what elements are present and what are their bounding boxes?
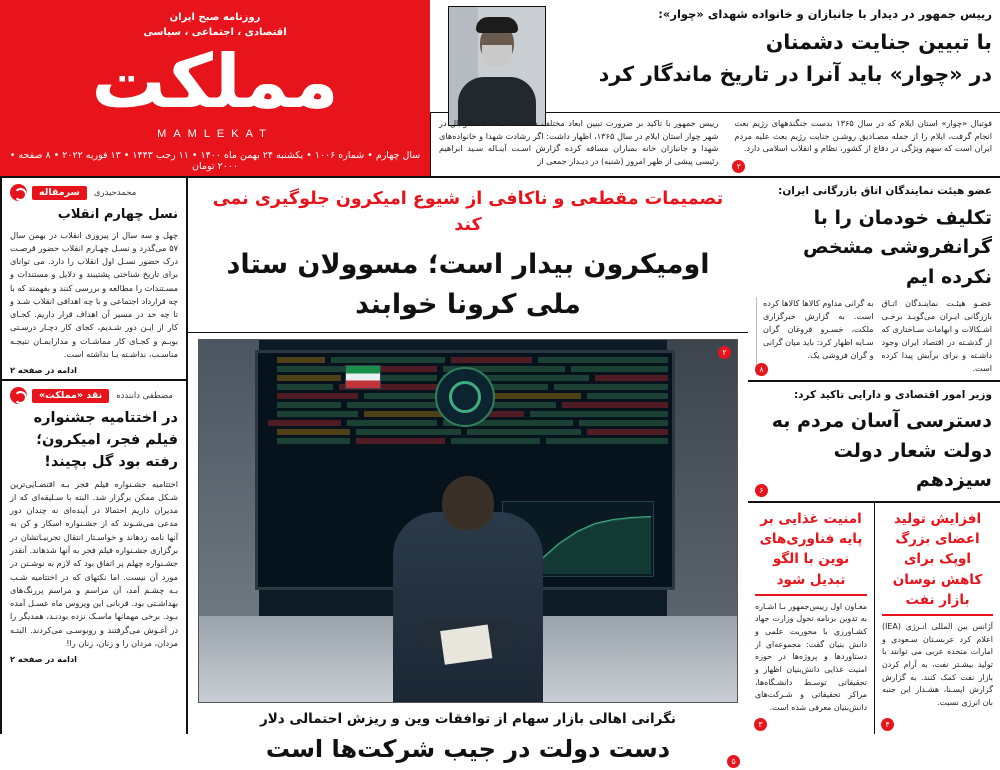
food-security-story [748, 503, 874, 734]
lead-story [430, 0, 1000, 176]
divider [882, 614, 993, 616]
divider [755, 594, 867, 596]
chamber-body [756, 297, 992, 375]
president-portrait-photo [448, 6, 546, 126]
brand-mark-icon [10, 387, 27, 404]
minister-page-badge: ۶ [755, 484, 768, 497]
editorial-continued-link[interactable]: ادامه در صفحه ۲ [10, 365, 178, 375]
lead-story-top [430, 0, 1000, 112]
center-secondary-story [188, 703, 748, 770]
lead-kicker: رییس جمهور در دیدار با جانبازان و خانواده شهدای «چوار»: [546, 6, 992, 23]
editorial-block [2, 178, 186, 379]
tagline-line-1: روزنامه صبح ایران [143, 10, 286, 25]
visitor-silhouette [393, 512, 543, 702]
editorial-body: چهل و سه سال از پیروزی انقلاب در بهمن سال ۵۷ می‌گذرد و نسـل چهـارم انقلاب حضور قرصـت درک حضور نسـل اول انقلاب را دارد. می توانای برای تاریخ شناختی پشتیبند و دلایل و مستندات و مسـتندات را مطالعه و بررسی کنند و بفهمند که با چه قرارداد اجتماعی و با چه اهدافی انقلاب شـد و تا چه حد در مسیر آن اهداف قرار داریم. کجـای کار از ایـن دور شـدیم، کجای کار دچـار درسـتی بوبـم و کجـای کار مماشـات و مدارابمـان نتیجـه مناسـب، نداشـته یـا نداشته است. [10, 229, 178, 362]
content-grid [0, 178, 1000, 734]
masthead-tagline [14, 10, 416, 40]
center-secondary-page-badge: ۵ [727, 755, 740, 768]
issue-dateline: سال چهارم • شماره ۱۰۰۶ • یکشنبه ۲۴ بهمن ماه ۱۴۰۰ • ۱۱ رجب ۱۴۴۳ • ۱۳ فوریه ۲۰۲۲ • ۸ صفحه • ۲۰۰۰ تومان [0, 150, 430, 172]
tagline-line-2: اقتصادی ، اجتماعی ، سیاسی [143, 25, 286, 40]
lead-page-badge: ۲ [732, 160, 745, 173]
critique-tag-row [10, 387, 178, 404]
lead-body-column-right [430, 113, 726, 176]
minister-story [748, 380, 1000, 501]
lead-body-text-right: رییس جمهور با تاکید بر ضرورت تبیین ابعاد مختلف خانه حمله مسـافه فوتبال در شهر چوار استان ایلام در سال ۱۳۶۵، اظهار داشت: اگر رشادت شهدا و خانواده‌های شهدا و جانبازان خانه بمباران مسافه کرده گزارش اسـت آینـاله سـید ابراهیم رئیسی پیشی از ظهر امروز (شنبه) در دیـدار جمعی از [439, 118, 718, 166]
lead-headline-block [546, 6, 992, 112]
critique-body: اختتامیه جشـنواره فیلم فجر بـه اقتضـایی‌ترین شـکل ممکن برگزار شد. البته با سـلیقه‌ای که از مدیران داریم احتمالا در آینده‌ای نه چندان دور مدعی می‌شـوند که از جشـنواره اسکار و کن به آنها نامه زدهاند و خواسـتار انتقال تجربیـاتشان در برگزاری جشـنواره فیلم فجر به آنها شدهاند. آنقدر جشـنواره چهلم پر اتفاق بود که لازم به نوشـتن در مورد آن نیست. اما نکتهای که در اختتامیه شـب بـه چشـم آمد، آن مراسم و مراسم پررنگ‌های بهداشـتی بود. قربانی این ویروس ماه عسـل آمده بـود. برخی مهمانها ماسـک نزده بودنـد، همدیگر را در آغـوش می‌گرفتند و روبوسـی می‌کردند. البتـه مردان، مردان را و زنان، زنان را! [10, 478, 178, 651]
logo-latin-name: MAMLEKAT [157, 128, 273, 140]
brand-mark-icon [10, 184, 27, 201]
lead-story-body [430, 112, 1000, 176]
bottom-two-stories [748, 501, 1000, 734]
lead-headline-line-2: در «چوار» باید آنرا در تاریخ ماندگار کرد [546, 59, 992, 91]
editorial-tag-row [10, 184, 178, 201]
opec-story [874, 503, 1000, 734]
iran-flag-icon [345, 365, 381, 389]
center-kicker: تصمیمات مقطعی و ناکافی از شیوع امیکرون جلوگیری نمی کند [198, 186, 738, 239]
logo-wordmark: مملکت [92, 42, 339, 122]
editorial-title: نسل چهارم انقلاب [10, 205, 178, 225]
left-column [748, 178, 1000, 734]
chamber-body-col-a: به گرانی مداوم کالاها کالاها کرده است. به گزارش خبرگزاری ملکت، خسـرو فروغان گران سـایه اظهار کرد: باید میان گرانی و گران فروشی یک. [756, 297, 874, 375]
chamber-page-badge: ۸ [755, 363, 768, 376]
opec-body: آژانس بین المللی انـرژی (IEA) اعلام کرد عربسـتان سـعودی و امارات متحده عربی می توانند با تولید بیشـتر نفت، به آرام کردن بازار نفت کمک کنند. به گزارش گزارش ایسـنا، هشـدار این جنبه بان انرژی نسبت. [882, 621, 993, 709]
editorial-author: محمدحیدری [92, 188, 136, 198]
chamber-kicker: عضو هیئت نمایندگان اتاق بازرگانی ایران: [756, 184, 992, 200]
critique-title: در اختتامیه جشنواره فیلم فجر، امیکرون؛ رفته بود گل بچیند! [10, 408, 178, 473]
center-secondary-kicker: نگرانی اهالی بازار سهام از توافقات وین و ریزش احتمالی دلار [198, 709, 738, 729]
center-photo-wrap [188, 333, 748, 703]
center-page-badge: ۲ [718, 346, 731, 359]
masthead [0, 0, 1000, 178]
center-headline-block [188, 178, 748, 333]
chamber-body-col-b: عضـو هیئـت نماینـدگان اتـاق بازرگانی ایـران می‌گویـد برخـی اشـکالات و ابهامات سـاختاری که از گذشـته در اقتصاد ایران وجود داشـته و برای برآیش پیدا کرده است. [882, 297, 993, 375]
minister-kicker: وزیر امور اقتصادی و دارایی تاکید کرد: [756, 388, 992, 404]
center-headline: اومیکرون بیدار است؛ مسوولان ستاد ملی کرونا خوابند [198, 245, 738, 326]
food-security-headline: امنیت غذایی بر پایه فناوری‌های نوین با الگو تبدیل شود [755, 509, 867, 590]
lead-headline-line-1: با تبیین جنایت دشمنان [546, 27, 992, 59]
critique-continued-link[interactable]: ادامه در صفحه ۲ [10, 654, 178, 664]
chamber-story [748, 178, 1000, 380]
opec-page-badge: ۴ [881, 718, 894, 731]
food-security-body: معـاون اول رییس‌جمهور بـا اشـاره به تدوین برنامه تحول وزارت جهاد کشـاورزی با محوریت علمی و دانش بنیان گفت: مجموعه‌ای از دستاوردها و پروژه‌ها در حوزه امنیت غذایی دانش‌بنیان اظهار و تحقیقاتی توسـط دانشـگاه‌ها، مراکز تحقیقاتی و شـرکت‌های دانش‌بنیان معرفی شده است. [755, 601, 867, 715]
exchange-emblem-icon [435, 367, 495, 427]
center-column [186, 178, 748, 734]
paper-in-hand [440, 624, 492, 664]
critique-author: مصطفی دانندده [114, 391, 173, 401]
opec-headline: افزایش تولید اعضای بزرگ اوپک برای کاهش نوسان بازار نفت [882, 509, 993, 610]
stock-exchange-photo [198, 339, 738, 703]
center-secondary-headline: دست دولت در جیب شرکت‌ها است [198, 733, 738, 767]
masthead-logo-panel [0, 0, 430, 176]
lead-body-text-left: فوتبال «چوار» استان ایلام که در سال ۱۳۶۵ بدست جنگندههای رژیم بعث انجام گرفت، ایلام را از جمله مصـادیق روشـن جنایت رژیم بعث علیه مردم ایران است که سهم ویژگی در دفاع از کشور، نظام و انقلاب اسلامی دارد. [734, 118, 992, 153]
chamber-headline: تکلیف خودمان را با گرانفروشی مشخص نکرده ایم [756, 204, 992, 292]
lead-body-column-left [726, 113, 1000, 176]
food-security-page-badge: ۳ [754, 718, 767, 731]
editorial-tag: سرمقاله [32, 186, 87, 200]
opinion-column [0, 178, 186, 734]
critique-tag: نقد «مملکت» [32, 389, 109, 403]
critique-block [2, 379, 186, 668]
minister-headline: دسترسی آسان مردم به دولت شعار دولت سیزدهم [756, 407, 992, 495]
